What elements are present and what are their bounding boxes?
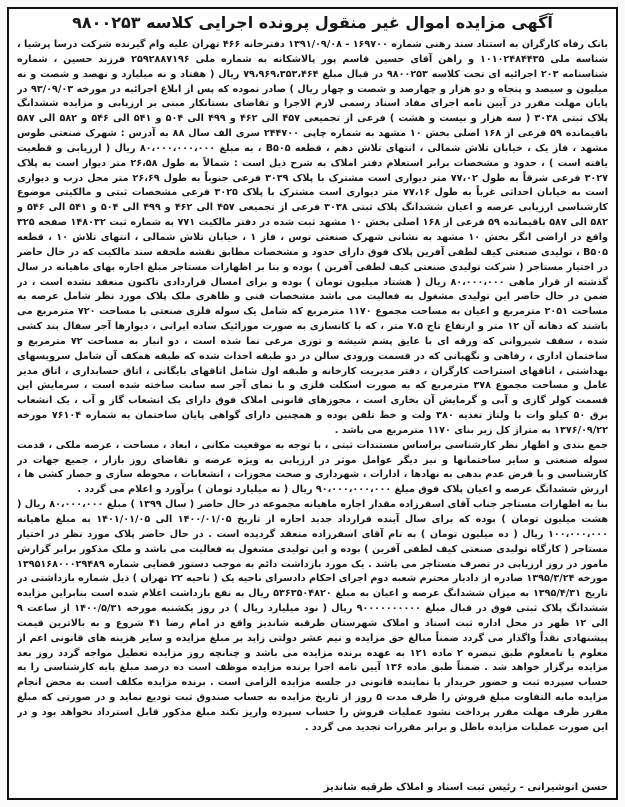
notice-frame [7,7,618,800]
notice-title: آگهی مزایده اموال غیر منقول پرونده اجرایی کلاسه ۹۸۰۰۲۵۳ [72,13,553,32]
notice-paragraph: بانک رفاه کارگران به استناد سند رهنی شماره ۱۶۹۷۰۰ - ۱۳۹۱/۰۹/۰۸ دفترخانه ۴۶۶ تهران علیه وام گیرنده شرکت درسا پرشیا ، شناسه ملی ۱۰۱۰۲۴۸۴۴۳۵ و راهن آقای حسین قاسم پور پالاشکانه به شماره ملی ۲۵۹۲۸۸۷۱۹۶ فرزند حسین ، شماره شناسنامه ۲۰۳ اجرائیه ای تحت کلاسه ۹۸۰۰۲۵۳ در قبال مبلغ ۷۹،۹۶۹،۳۵۳،۴۶۴ ریال ( هفتاد و نه میلیارد و نهصد و شصت و نه میلیون و سیصد و پنجاه و دو هزار و چهارصد و شصت و چهار ریال ) صادر نموده که پس از ابلاغ اجرائیه در مورخه ۹۳/۰۹/۰۳ در پایان مهلت مقرر در آیین نامه اجرای مفاد اسناد رسمی لازم الاجرا و تقاضای بستانکار مبنی بر ارزیابی و مزایده ششدانگ پلاک ثبتی ۳۰۳۸ ( سه هزار و بیست و هشت ) فرعی از تجمیعی ۴۵۷ الی ۴۶۲ و ۴۹۹ الی ۵۰۴ و ۵۴۱ الی ۵۴۶ و ۵۸۲ الی ۵۸۷ باقیمانده ۵۹ فرعی از ۱۶۸ اصلی بخش ۱۰ مشهد به شماره چاپی ۲۴۴۷۰۰ سری الف سال ۸۸ به آدرس : شهرک صنعتی طوس مشهد ، فاز یک ، خیابان تلاش شمالی ، انتهای تلاش دهم ، قطعه B۵۰۵ ، به مبلغ ۸۰،۰۰۰،۰۰۰،۰۰۰ ریال ( ارزیابی و قطعیت یافته است ) ، حدود و مشخصات برابر استعلام دفتر املاک به شرح ذیل است : شمالاً به طول ۲۶،۵۸ متر دیوار است به پلاک ۳۰۲۷ فرعی شرقاً به طول ۷۷،۰۲ متر دیواری است مشترک با پلاک ۳۰۳۹ فرعی جنوباً به طول ۲۶،۶۹ متر محل درب و دیواری است به خیابان احداثی غرباً به طول ۷۷،۱۶ متر دیواری است مشترک با پلاک ۳۰۲۵ فرعی مشخصات ثبتی و مالکیتی موضوع کارشناسی ارزیابی عرصه و اعیان ششدانگ پلاک ثبتی ۳۰۳۸ فرعی از تجمیعی ۴۵۷ الی ۴۶۲ و ۴۹۹ الی ۵۰۴ و ۵۴۱ الی ۵۴۶ و ۵۸۲ الی ۵۸۷ باقیمانده ۵۹ فرعی از ۱۶۸ اصلی بخش ۱۰ مشهد ثبت شده در دفتر مالکیت ۷۷۱ به شماره ثبت ۱۴۸۰۳۲ صفحه ۳۲۵ واقع در اراضی انگر بخش ۱۰ مشهد به نشانی شهرک صنعتی توس ، فاز ۱ ، خیابان تلاش شمالی ، انتهای تلاش ۱۰ ، قطعه B۵۰۵ ، تولیدی صنعتی کیف لطفی آفرین پلاک فوق دارای حدود و مشخصات مطابق نقشه ملحقه سند مالکیت که در حال حاضر در اختیار مستاجر ( شرکت تولیدی صنعتی کیف لطفی آفرین ) بوده و بنا بر اظهارات مستاجر مبلغ اجاره بهای ماهیانه در سال گذشته از قرار ماهی ۸۰،۰۰۰،۰۰۰ ریال ( هشتاد میلیون تومان ) بوده و برای امسال قراردادی تاکنون منعقد نشده است ، در ضمن در حال حاضر این تولیدی مشغول به فعالیت می باشد مشخصات فنی و ظاهری ملک پلاک مورد نظر شامل عرصه به مساحت ۲۰۵۱ مترمربع و اعیان به مساحت مجموع ۱۱۷۰ مترمربع که شامل یک سوله فلزی صنعتی با مساحت ۷۲۰ مترمربع می باشند که دهانه آن ۱۲ متر و ارتفاع تاج ۷.۵ متر ، که با کانسازی به صورت موزائیک ساده ایرانی ، دیوارها آجر سفال بند کشی شده ، سقف شیروانی که ورقه ای با عایق پشم شیشه و توری مرغی نما شده است ، دو انبار به مساحت ۷۲ مترمربع و ساختمان اداری ، رفاهی و نگهبانی که در قسمت ورودی سالن در دو طبقه احداث شده که طبقه همکف آن شامل سرویسهای بهداشتی ، اتاقهای استراحت کارگران ، دفتر مدیریت کارخانه و طبقه اول شامل اتاقهای بایگانی ، اتاق حسابداری ، اتاق مدیر عامل و مساحت مجموع ۳۷۸ مترمربع که به صورت اسکلت فلزی و با نمای آجر سه سانت ساخته شده است ، سرمایش این قسمت کولر گازی و آبی و گرمایش آن بخاری است ، مجوزهای قانونی املاک فوق دارای یک انشعاب گاز و آب ، یک انشعاب برق ۵۰ کیلو وات با ولتاژ تغذیه ۳۸۰ ولت و خط تلفن بوده و همچنین دارای گواهی پایان ساختمان به شماره ۷۶۱۰۴ مورخه ۱۳۷۶/۰۹/۲۲ به متراژ کل زیر بنای ۱۱۷۰ مترمربع می باشد . [17,39,608,436]
notice-signature: حسن انوشیرانی - رئیس ثبت اسناد و املاک طرقبه شاندیز [323,782,608,793]
notice-body [17,38,608,775]
notice-paragraph: جمع بندی و اظهار نظر کارشناسی براساس مستندات ثبتی ، با توجه به موقعیت مکانی ، ابعاد ، مساحت ، عرصه ملکی ، قدمت سوله صنعتی و سایر ساختمانها و نیز دیگر عوامل موثر در ارزیابی به ویژه عرضه و تقاضای روز بازار ، جمیع جهات در کارشناسی و با فرض عدم بدهی به نهادها ، ادارات ، شهرداری و صحت مجوزات ، انشعابات ، محوطه سازی و حصار کشی ها ، ارزش ششدانگ عرصه و اعیان پلاک فوق مبلغ ۹۰،۰۰۰،۰۰۰،۰۰۰ ریال ( نه میلیارد تومان ) برآورد و اعلام می گردد . [17,439,608,496]
notice-paragraph: بنا به اظهارات مستاجر جناب آقای اسفرزاده مقدار اجاره ماهیانه مجموعه در حال حاضر ( سال ۱۳۹۹ ) مبلغ ۸۰،۰۰۰،۰۰۰ ریال ( هشت میلیون تومان ) بوده که برای سال آینده قرارداد جدید اجاره از تاریخ ۱۴۰۰/۰۱/۰۵ الی ۱۴۰۱/۰۱/۰۵ به مبلغ ماهیانه ۱۰۰،۰۰۰،۰۰۰ ریال ( ده میلیون تومان ) به نام آقای اسفرزاده منعقد گردیده است . در حال حاضر پلاک مورد نظر در اختیار مستاجر ( کارگاه تولیدی صنعتی کیف لطفی آفرین ) بوده و این تولیدی مشغول به فعالیت می باشد و ملک مذکور برابر گزارش مامور در روز ارزیابی در تصرف مستاجر می باشد . یک مورد بازداشت دائم به موجب دستور قضایی شماره ۱۳۹۵۱۶۸۰۰۰۲۹۴۸۹ مورخه ۱۳۹۵/۳/۲۴ صادره از دادیار محترم شعبه دوم اجرای احکام دادسرای ناحیه یک ( ناحیه ۲۲ تهران ) ذیل شماره بازداشتی در تاریخ ۱۳۹۵/۴/۳۱ به میزان ششدانگ عرصه و اعیان به مبلغ ۵۳۶۳۵۰۴۸۲۰ ریال به نفع بازداشت اعلام شده است بنابراین مزایده ششدانگ پلاک ثبتی فوق در قبال مبلغ ۹۰۰۰۰۰۰۰۰۰۰ ریال ( نود میلیارد ریال ) در روز یکشنبه مورخه ۱۴۰۰/۵/۳۱ از ساعت ۹ الی ۱۲ ظهر در محل اداره ثبت اسناد و املاک شهرستان طرقبه شاندیز واقع در امام رضا ۴۱ شروع و به بالاترین قیمت پیشنهادی نقداً واگذار می گردد ضمناً مبالغ حق مزایده و نیم عشر دولتی زاید بر مبلغ مزایده و سایر هزینه های قانونی اعم از معلوم یا نامعلوم طبق تبصره ۲ ماده ۱۲۱ به عهده برنده مزایده می باشد و چنانچه روز مزایده تعطیل مواجه گردد روز بعد مزایده برگزار خواهد شد . ضمناً طبق ماده ۱۳۶ آیین نامه اجرا برنده مزایده موظف است ده درصد مبلغ پایه کارشناسی را به حساب سپرده ثبت و حضور خریدار یا نماینده قانونی در جلسه مزایده الزامی است . برنده مزایده مکلف است به محض انجام مزایده مابه التفاوت مبلغ فروش را ظرف مدت ۵ روز از تاریخ مزایده به حساب صندوق ثبت تودیع نماید و در صورتی که مبلغ مقرر ظرف مهلت مقرر پرداخت نشود عملیات فروش را حساب سپرده واریز نکند مبلغ مذکور قابل استرداد نخواهد بود و در این صورت عملیات مزایده باطل و برابر مقررات تجدید می گردد . [17,499,608,733]
